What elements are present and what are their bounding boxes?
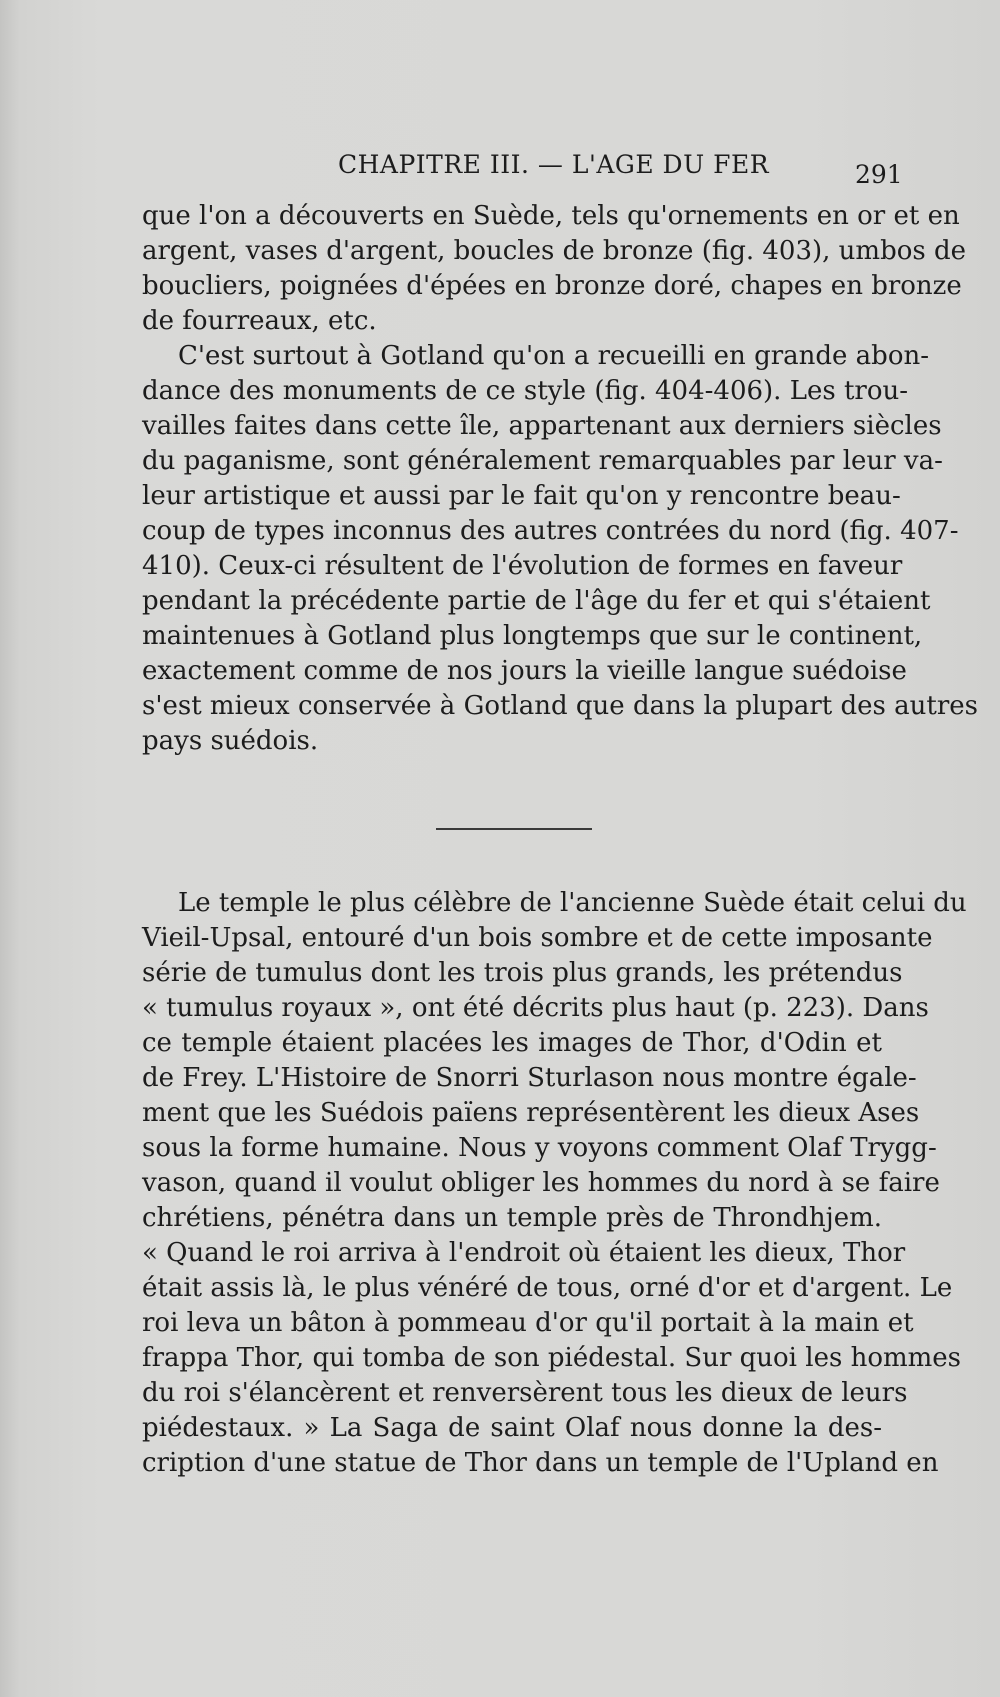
text-line: dance des monuments de ce style (fig. 404-406). Les trou- (142, 376, 909, 406)
text-line: que l'on a découverts en Suède, tels qu'ornements en or et en (142, 201, 960, 231)
text-line: était assis là, le plus vénéré de tous, orné d'or et d'argent. Le (142, 1273, 953, 1303)
text-line: chrétiens, pénétra dans un temple près de Throndhjem. (142, 1203, 882, 1233)
section-divider (436, 828, 592, 830)
text-line: de Frey. L'Histoire de Snorri Sturlason nous montre égale- (142, 1063, 917, 1093)
text-line: 410). Ceux-ci résultent de l'évolution de formes en faveur (142, 551, 903, 581)
paragraph-block-2 (142, 886, 967, 1481)
running-title: CHAPITRE III. — L'AGE DU FER (338, 150, 770, 179)
text-line: Le temple le plus célèbre de l'ancienne Suède était celui du (178, 888, 967, 918)
text-line: exactement comme de nos jours la vieille langue suédoise (142, 656, 907, 686)
text-line: du paganisme, sont généralement remarquables par leur va- (142, 446, 943, 476)
text-line: sous la forme humaine. Nous y voyons comment Olaf Trygg- (142, 1133, 937, 1163)
text-line: boucliers, poignées d'épées en bronze doré, chapes en bronze (142, 271, 962, 301)
text-line: coup de types inconnus des autres contrées du nord (fig. 407- (142, 516, 959, 546)
text-line: pays suédois. (142, 726, 319, 756)
text-line: ce temple étaient placées les images de Thor, d'Odin et (142, 1028, 882, 1058)
text-line: ment que les Suédois païens représentèrent les dieux Ases (142, 1098, 920, 1128)
text-line: leur artistique et aussi par le fait qu'on y rencontre beau- (142, 481, 901, 511)
text-line: s'est mieux conservée à Gotland que dans la plupart des autres (142, 691, 979, 721)
text-line: Vieil-Upsal, entouré d'un bois sombre et de cette imposante (142, 923, 933, 953)
text-line: cription d'une statue de Thor dans un temple de l'Upland en (142, 1448, 939, 1478)
text-line: « Quand le roi arriva à l'endroit où étaient les dieux, Thor (142, 1238, 906, 1268)
text-line: argent, vases d'argent, boucles de bronze (fig. 403), umbos de (142, 236, 967, 266)
text-line: pendant la précédente partie de l'âge du fer et qui s'étaient (142, 586, 931, 616)
text-line: maintenues à Gotland plus longtemps que sur le continent, (142, 621, 923, 651)
page-number: 291 (855, 160, 903, 189)
page-header (0, 150, 1000, 190)
text-line: frappa Thor, qui tomba de son piédestal. Sur quoi les hommes (142, 1343, 962, 1373)
text-line: vailles faites dans cette île, appartenant aux derniers siècles (142, 411, 942, 441)
text-line: C'est surtout à Gotland qu'on a recueilli en grande abon- (178, 341, 930, 371)
text-line: du roi s'élancèrent et renversèrent tous les dieux de leurs (142, 1378, 908, 1408)
text-line: vason, quand il voulut obliger les hommes du nord à se faire (142, 1168, 940, 1198)
text-line: « tumulus royaux », ont été décrits plus haut (p. 223). Dans (142, 993, 929, 1023)
paragraph-block-1 (142, 199, 979, 759)
text-line: série de tumulus dont les trois plus grands, les prétendus (142, 958, 903, 988)
text-line: de fourreaux, etc. (142, 306, 377, 336)
text-line: roi leva un bâton à pommeau d'or qu'il portait à la main et (142, 1308, 914, 1338)
text-line: piédestaux. » La Saga de saint Olaf nous donne la des- (142, 1413, 882, 1443)
